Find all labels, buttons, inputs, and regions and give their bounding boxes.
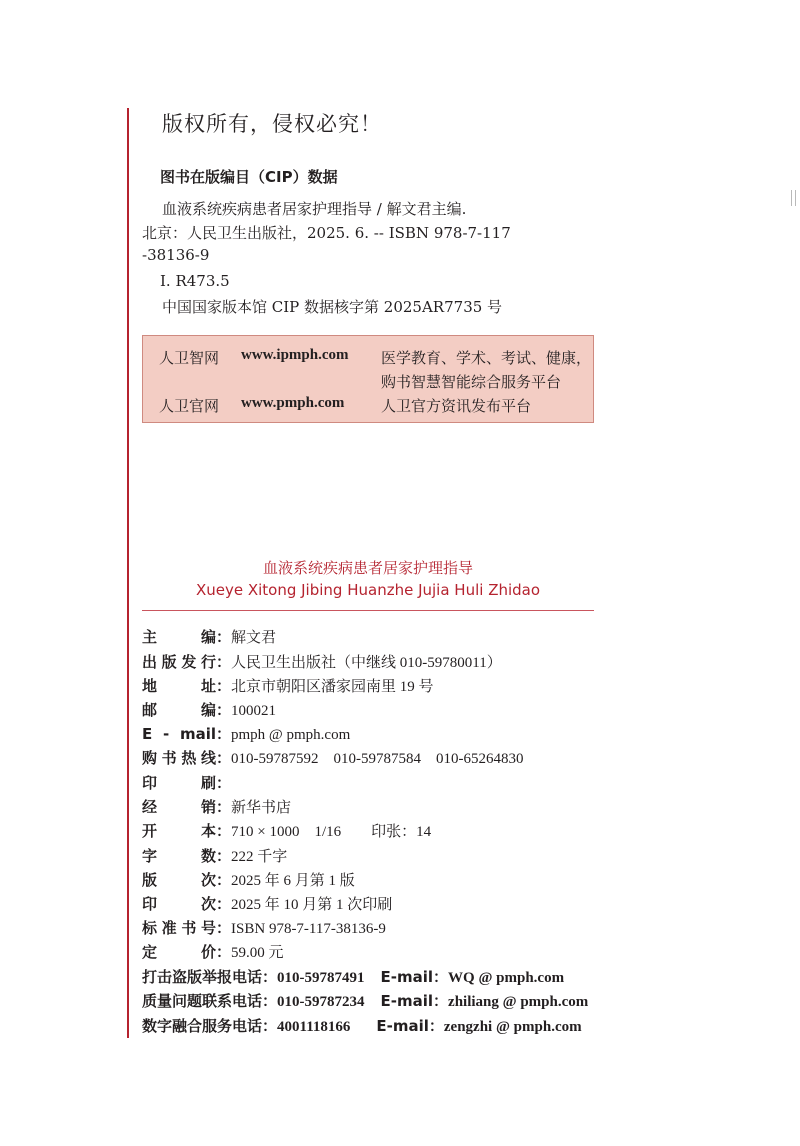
info-label: 购书热线 [142, 749, 216, 767]
contact-phone: 010-59787234 [277, 994, 365, 1010]
info-value: ISBN 978-7-117-38136-9 [231, 921, 386, 937]
info-value: 新华书店 [231, 800, 292, 816]
info-value: 59.00 元 [231, 945, 284, 961]
info-value: 2025 年 6 月第 1 版 [231, 873, 355, 889]
info-label: 印刷 [142, 774, 216, 792]
contact-label: 数字融合服务电话： [142, 1017, 278, 1035]
info-row: 主编：解文君 [142, 628, 277, 646]
contact-row [142, 1015, 582, 1036]
cip-line: 北京：人民卫生出版社，2025. 6. -- ISBN 978-7-117 [142, 224, 511, 242]
info-value: 710 × 1000 1/16 印张：14 [231, 824, 432, 840]
info-value: 100021 [231, 703, 277, 719]
info-label: 定价 [142, 943, 216, 961]
site-description: 人卫官方资讯发布平台 [381, 397, 532, 415]
contact-label: 打击盗版举报电话： [142, 968, 278, 986]
info-row: 开本：710 × 1000 1/16 印张：14 [142, 822, 432, 840]
email-label: E-mail： [380, 992, 449, 1010]
info-label: E - mail [142, 725, 216, 743]
contact-email[interactable]: zhiliang @ pmph.com [448, 994, 589, 1010]
info-row: 邮编：100021 [142, 701, 277, 719]
contact-email[interactable]: WQ @ pmph.com [448, 970, 565, 986]
edge-mark [791, 190, 796, 206]
info-label: 出版发行 [142, 653, 216, 671]
info-row: 版次：2025 年 6 月第 1 版 [142, 871, 355, 889]
site-url-link[interactable]: www.ipmph.com [241, 347, 349, 363]
info-row: 地址：北京市朝阳区潘家园南里 19 号 [142, 677, 434, 695]
contact-email[interactable]: zengzhi @ pmph.com [443, 1019, 582, 1035]
contact-phone: 4001118166 [277, 1019, 351, 1035]
info-value: 010-59787592 010-59787584 010-65264830 [231, 751, 524, 767]
info-label: 主编 [142, 628, 216, 646]
info-row: E - mail：pmph @ pmph.com [142, 725, 351, 743]
site-url-link[interactable]: www.pmph.com [241, 395, 345, 411]
website-info-box [142, 335, 594, 423]
info-label: 邮编 [142, 701, 216, 719]
cip-line: Ⅰ. R473.5 [160, 272, 230, 290]
info-label: 经销 [142, 798, 216, 816]
info-row: 经销：新华书店 [142, 798, 292, 816]
info-row: 定价：59.00 元 [142, 943, 284, 961]
info-label: 标准书号 [142, 919, 216, 937]
book-title: 血液系统疾病患者居家护理指导 [262, 559, 473, 577]
cip-line: -38136-9 [142, 246, 210, 264]
info-row: 字数：222 千字 [142, 847, 288, 865]
copyright-notice: 版权所有，侵权必究！ [162, 112, 382, 136]
contact-phone: 010-59787491 [277, 970, 365, 986]
contact-row [142, 990, 588, 1011]
book-title-pinyin: Xueye Xitong Jibing Huanzhe Jujia Huli Zhidao [195, 581, 541, 599]
site-name: 人卫智网 [159, 349, 220, 367]
info-value: 2025 年 10 月第 1 次印刷 [231, 897, 393, 913]
email-label: E-mail： [376, 1017, 444, 1035]
info-row: 出版发行：人民卫生出版社（中继线 010-59780011） [142, 653, 502, 671]
email-value[interactable]: pmph @ pmph.com [231, 727, 351, 743]
info-label: 版次 [142, 871, 216, 889]
info-label: 印次 [142, 895, 216, 913]
info-value: 北京市朝阳区潘家园南里 19 号 [231, 679, 434, 695]
info-row: 标准书号：ISBN 978-7-117-38136-9 [142, 919, 386, 937]
cip-line: 中国国家版本馆 CIP 数据核字第 2025AR7735 号 [162, 298, 503, 316]
contact-label: 质量问题联系电话： [142, 992, 278, 1010]
left-red-rule [127, 108, 129, 1038]
info-label: 地址 [142, 677, 216, 695]
info-value: 222 千字 [231, 849, 288, 865]
contact-row [142, 966, 564, 987]
site-description: 医学教育、学术、考试、健康， [381, 349, 592, 367]
info-row: 印刷： [142, 774, 232, 792]
info-row: 购书热线：010-59787592 010-59787584 010-65264830 [142, 749, 524, 767]
email-label: E-mail： [380, 968, 449, 986]
site-description: 购书智慧智能综合服务平台 [381, 373, 562, 391]
info-value: 解文君 [231, 630, 277, 646]
info-label: 开本 [142, 822, 216, 840]
cip-line: 血液系统疾病患者居家护理指导 / 解文君主编. [162, 200, 467, 218]
info-label: 字数 [142, 847, 216, 865]
info-value: 人民卫生出版社（中继线 010-59780011） [231, 655, 502, 671]
site-name: 人卫官网 [159, 397, 220, 415]
divider [142, 610, 594, 611]
cip-title: 图书在版编目（CIP）数据 [160, 168, 338, 186]
info-row: 印次：2025 年 10 月第 1 次印刷 [142, 895, 393, 913]
